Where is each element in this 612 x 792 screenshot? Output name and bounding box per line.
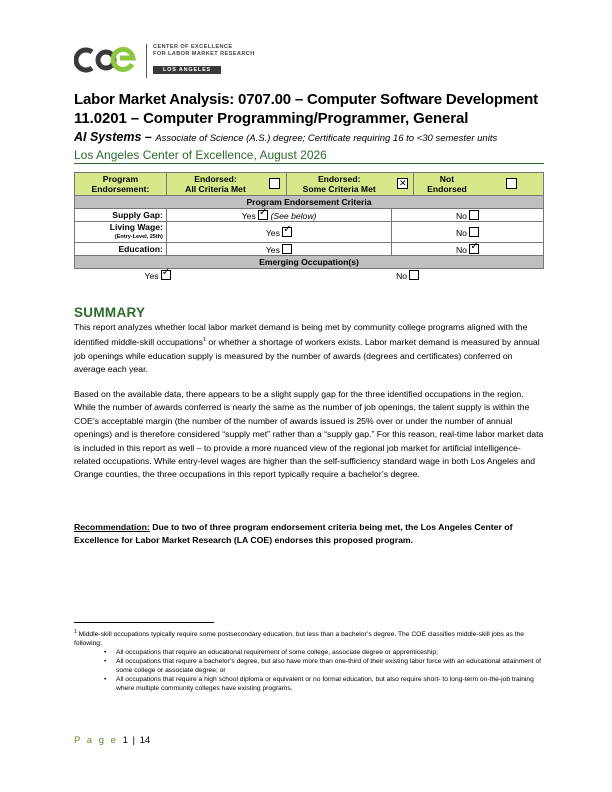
not-endorsed-cell: [480, 173, 544, 196]
criteria-row-supply-gap: [75, 209, 544, 222]
logo-badge: LOS ANGELES: [153, 66, 221, 74]
education-yes: Yes: [166, 243, 391, 256]
endorsed-some-label: Endorsed: Some Criteria Met: [286, 173, 392, 196]
not-endorsed-checkbox[interactable]: [506, 178, 517, 189]
recommendation: [74, 521, 544, 548]
coe-logo: [74, 44, 255, 80]
program-name: AI Systems –: [74, 130, 152, 144]
supply-gap-no: No: [392, 209, 544, 222]
footnote-list-item: • All occupations that require a high school diploma or equivalent or no formal education, but also require short- to long-term on-the-job training where multiple community colleges have existing programs.: [104, 675, 544, 693]
summary-paragraph-1: This report analyzes whether local labor market demand is being met by community college programs aligned with the identified middle-skill occupations$^1$ or whether a shortage of workers exists. Labor market demand is measured by annual job openings while education supply is measured by the number of awards (degrees and certificates) conferred on average each year.: [74, 322, 540, 375]
footnote-intro: $^1$ Middle-skill occupations typically require some postsecondary education, but less than a bachelor’s degree. The COE classifies middle-skill jobs as the following:: [74, 629, 524, 648]
endorsement-row: [75, 173, 544, 196]
emerging-row: [75, 269, 544, 282]
living-wage-label: Living Wage: (Entry-Level, 25th): [75, 222, 167, 243]
endorsed-some-cell: [392, 173, 414, 196]
supply-gap-no-checkbox[interactable]: [469, 210, 479, 220]
summary-paragraph-2: Based on the available data, there appears to be a slight supply gap for the three identified occupations in the region. While the number of awards conferred is nearly the same as the number of job openings, the talent supply is within the COE’s acceptable margin (the number of the number of awards issued is 25% over or under the number of annual openings) and is therefore considered “supply met” rather than a “supply gap.” For this reason, real-time labor market data is included in this report as well – to provide a more nuanced view of the regional job market for artificial intelligence-related occupations. While entry-level wages are higher than the self-sufficiency standard wage in both Los Angeles and Orange counties, the three occupations in this report typically require a bachelor’s degree.: [74, 389, 544, 480]
logo-line-2: FOR LABOR MARKET RESEARCH: [153, 51, 255, 57]
footnote-list-item: • All occupations that require a bachelor’s degree, but also have more than one-third of their existing labor force with an educational attainment of some college or associate degree; or: [104, 657, 544, 675]
coe-logo-text: [146, 44, 255, 78]
recommendation-text: Due to two of three program endorsement criteria being met, the Los Angeles Center of Excellence for Labor Market Research (LA COE) endorses this proposed program.: [74, 522, 513, 546]
supply-gap-yes: Yes ✓ (See below): [166, 209, 391, 222]
coe-logo-mark: [74, 44, 138, 76]
checkmark-icon: ✓: [470, 240, 479, 252]
recommendation-label: Recommendation:: [74, 522, 150, 532]
report-subtitle: [74, 130, 497, 144]
living-wage-no: No: [392, 222, 544, 243]
center-date: Los Angeles Center of Excellence, August 2026: [74, 148, 327, 162]
endorsed-some-checkbox[interactable]: [397, 178, 408, 189]
emerging-yes: Yes ✓: [144, 266, 171, 281]
living-wage-no-checkbox[interactable]: [469, 227, 479, 237]
title-divider: [74, 163, 544, 164]
x-mark-icon: ✕: [399, 178, 407, 188]
living-wage-yes: Yes ✓: [166, 222, 391, 243]
education-no-checkbox[interactable]: [469, 240, 479, 254]
emerging-no: No: [286, 269, 543, 282]
footnote-list: [74, 648, 544, 693]
checkmark-icon: ✓: [283, 223, 292, 235]
endorsement-table: [74, 172, 544, 281]
criteria-header: Program Endorsement Criteria: [75, 196, 544, 209]
emerging-header: Emerging Occupation(s): [75, 256, 544, 269]
emerging-no-checkbox[interactable]: [409, 270, 419, 280]
footnote: [74, 628, 544, 693]
report-title-line-1: Labor Market Analysis: 0707.00 – Computer Software Development: [74, 91, 538, 108]
degree-description: Associate of Science (A.S.) degree; Certificate requiring 16 to <30 semester units: [155, 133, 498, 144]
supply-gap-label: Supply Gap:: [75, 209, 167, 222]
criteria-row-education: [75, 243, 544, 256]
education-no: No ✓: [392, 243, 544, 256]
footnote-list-item: • All occupations that require an educational requirement of some college, associate degree or apprenticeship;: [104, 648, 544, 657]
checkmark-icon: ✓: [259, 206, 268, 218]
endorsed-all-checkbox[interactable]: [269, 178, 280, 189]
education-label: Education:: [75, 243, 167, 256]
logo-line-1: CENTER OF EXCELLENCE: [153, 44, 233, 50]
not-endorsed-label: Not Endorsed: [414, 173, 480, 196]
supply-gap-yes-checkbox[interactable]: [258, 206, 268, 220]
report-title-line-2: 11.0201 – Computer Programming/Programmer, General: [74, 110, 469, 127]
criteria-row-living-wage: [75, 222, 544, 243]
program-endorsement-label: Program Endorsement:: [75, 173, 167, 196]
coe-logo-icon: [74, 44, 138, 76]
endorsed-all-cell: [264, 173, 286, 196]
footnote-divider: [74, 622, 214, 623]
checkmark-icon: ✓: [161, 266, 171, 278]
endorsed-all-label: Endorsed: All Criteria Met: [166, 173, 264, 196]
page-number: P a g e 1 | 14: [74, 735, 151, 746]
footnote-ref: 1: [202, 337, 206, 344]
education-yes-checkbox[interactable]: [282, 244, 292, 254]
emerging-yes-checkbox[interactable]: [161, 266, 171, 280]
summary-heading: SUMMARY: [74, 305, 146, 320]
living-wage-yes-checkbox[interactable]: [282, 223, 292, 237]
